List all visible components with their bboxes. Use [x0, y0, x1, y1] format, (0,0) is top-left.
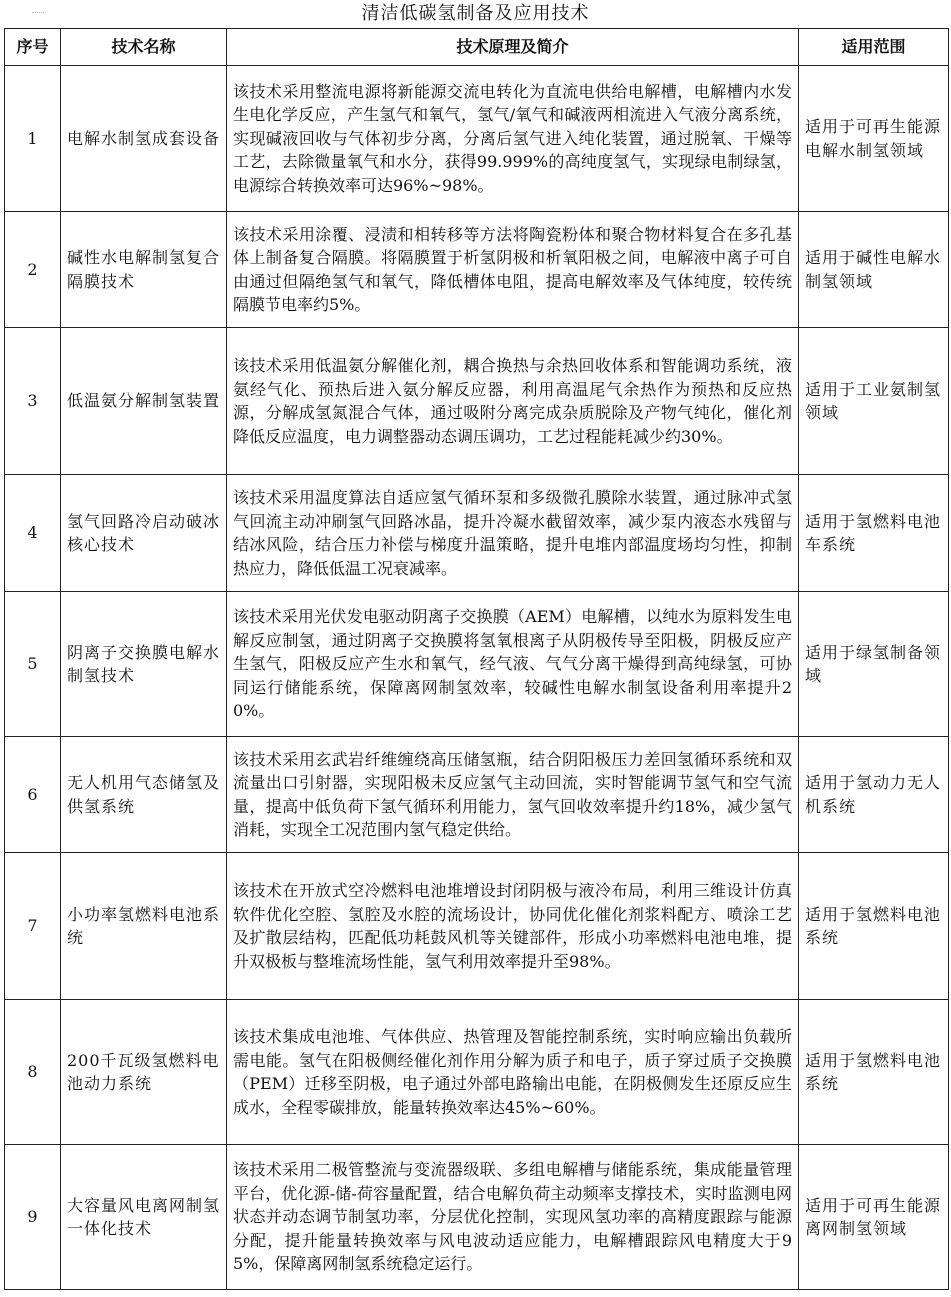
technology-principle: 该技术集成电池堆、气体供应、热管理及智能控制系统，实时响应输出负载所需电能。氢气在阳极侧经催化剂作用分解为质子和电子，质子穿过质子交换膜（PEM）迁移至阴极，电子通过外部电路输出电能，在阴极侧发生还原反应生成水，全程零碳排放，能量转换效率达45%~60%。 [227, 1000, 799, 1145]
technology-principle: 该技术采用玄武岩纤维缠绕高压储氢瓶，结合阴阳极压力差回氢循环系统和双流量出口引射器，实现阳极未反应氢气主动回流，实时智能调节氢气和空气流量，提高中低负荷下氢气循环利用能力，氢气回收效率提升约18%，减少氢气消耗，实现全工况范围内氢气稳定供给。 [227, 737, 799, 853]
application-scope: 适用于氢燃料电池系统 [799, 1000, 949, 1145]
table-row [5, 1145, 949, 1290]
header-no: 序号 [5, 29, 61, 66]
application-scope: 适用于可再生能源离网制氢领域 [799, 1145, 949, 1290]
header-scope: 适用范围 [799, 29, 949, 66]
technology-name: 阴离子交换膜电解水制氢技术 [61, 592, 227, 737]
row-number: 3 [5, 328, 61, 475]
row-number: 5 [5, 592, 61, 737]
technology-name: 200千瓦级氢燃料电池动力系统 [61, 1000, 227, 1145]
row-number: 6 [5, 737, 61, 853]
technology-principle: 该技术采用低温氨分解催化剂，耦合换热与余热回收体系和智能调功系统，液氨经气化、预热后进入氨分解反应器，利用高温尾气余热作为预热和反应热源，分解成氢氮混合气体，通过吸附分离完成杂质脱除及产物气纯化，催化剂降低反应温度，电力调整器动态调压调功，工艺过程能耗减少约30%。 [227, 328, 799, 475]
technology-name: 小功率氢燃料电池系统 [61, 853, 227, 1000]
table-header-row [5, 29, 949, 66]
application-scope: 适用于氢动力无人机系统 [799, 737, 949, 853]
technology-principle: 该技术采用涂覆、浸渍和相转移等方法将陶瓷粉体和聚合物材料复合在多孔基体上制备复合隔膜。将隔膜置于析氢阴极和析氧阳极之间，电解液中离子可自由通过但隔绝氢气和氧气，降低槽体电阻，提高电解效率及气体纯度，较传统隔膜节电率约5%。 [227, 212, 799, 328]
row-number: 1 [5, 66, 61, 212]
table-row [5, 66, 949, 212]
row-number: 2 [5, 212, 61, 328]
technology-principle: 该技术采用整流电源将新能源交流电转化为直流电供给电解槽，电解槽内水发生电化学反应，产生氢气和氧气，氢气/氧气和碱液两相流进入气液分离系统，实现碱液回收与气体初步分离，分离后氢气进入纯化装置，通过脱氧、干燥等工艺，去除微量氧气和水分，获得99.999%的高纯度氢气，实现绿电制绿氢，电源综合转换效率可达96%~98%。 [227, 66, 799, 212]
table-row [5, 853, 949, 1000]
technology-name: 无人机用气态储氢及供氢系统 [61, 737, 227, 853]
document-title: 清洁低碳氢制备及应用技术 [361, 3, 590, 24]
technology-name: 低温氨分解制氢装置 [61, 328, 227, 475]
technology-name: 电解水制氢成套设备 [61, 66, 227, 212]
technology-principle: 该技术采用二极管整流与变流器级联、多组电解槽与储能系统，集成能量管理平台，优化源-储-荷容量配置，结合电解负荷主动频率支撑技术，实时监测电网状态并动态调节制氢功率，分层优化控制，实现风氢功率的高精度跟踪与能源分配，提升能量转换效率与风电波动适应能力，电解槽跟踪风电精度大于95%，保障离网制氢系统稳定运行。 [227, 1145, 799, 1290]
table-row [5, 592, 949, 737]
technology-name: 碱性水电解制氢复合隔膜技术 [61, 212, 227, 328]
technology-table [4, 28, 949, 1290]
application-scope: 适用于氢燃料电池车系统 [799, 475, 949, 592]
table-row [5, 737, 949, 853]
application-scope: 适用于碱性电解水制氢领域 [799, 212, 949, 328]
technology-name: 氢气回路冷启动破冰核心技术 [61, 475, 227, 592]
table-row [5, 212, 949, 328]
row-number: 7 [5, 853, 61, 1000]
row-number: 4 [5, 475, 61, 592]
table-row [5, 1000, 949, 1145]
technology-principle: 该技术采用光伏发电驱动阴离子交换膜（AEM）电解槽，以纯水为原料发生电解反应制氢，通过阴离子交换膜将氢氧根离子从阴极传导至阳极，阴极反应产生氢气，阳极反应产生水和氧气，经气液、气气分离干燥得到高纯绿氢，可协同运行储能系统，保障离网制氢效率，较碱性电解水制氢设备利用率提升20%。 [227, 592, 799, 737]
row-number: 9 [5, 1145, 61, 1290]
header-principle: 技术原理及简介 [227, 29, 799, 66]
header-name: 技术名称 [61, 29, 227, 66]
technology-principle: 该技术采用温度算法自适应氢气循环泵和多级微孔膜除水装置，通过脉冲式氢气回流主动冲刷氢气回路冰晶，提升冷凝水截留效率，减少泵内液态水残留与结冰风险，结合压力补偿与梯度升温策略，提升电堆内部温度场均匀性，抑制热应力，降低低温工况衰减率。 [227, 475, 799, 592]
application-scope: 适用于绿氢制备领域 [799, 592, 949, 737]
row-number: 8 [5, 1000, 61, 1145]
technology-principle: 该技术在开放式空冷燃料电池堆增设封闭阴极与液冷布局，利用三维设计仿真软件优化空腔、氢腔及水腔的流场设计，协同优化催化剂浆料配方、喷涂工艺及扩散层结构，匹配低功耗鼓风机等关键部件，形成小功率燃料电池电堆，提升双极板与整堆流场性能，氢气利用效率提升至98%。 [227, 853, 799, 1000]
technology-name: 大容量风电离网制氢一体化技术 [61, 1145, 227, 1290]
application-scope: 适用于氢燃料电池系统 [799, 853, 949, 1000]
application-scope: 适用于工业氨制氢领域 [799, 328, 949, 475]
table-row [5, 475, 949, 592]
table-row [5, 328, 949, 475]
application-scope: 适用于可再生能源电解水制氢领域 [799, 66, 949, 212]
